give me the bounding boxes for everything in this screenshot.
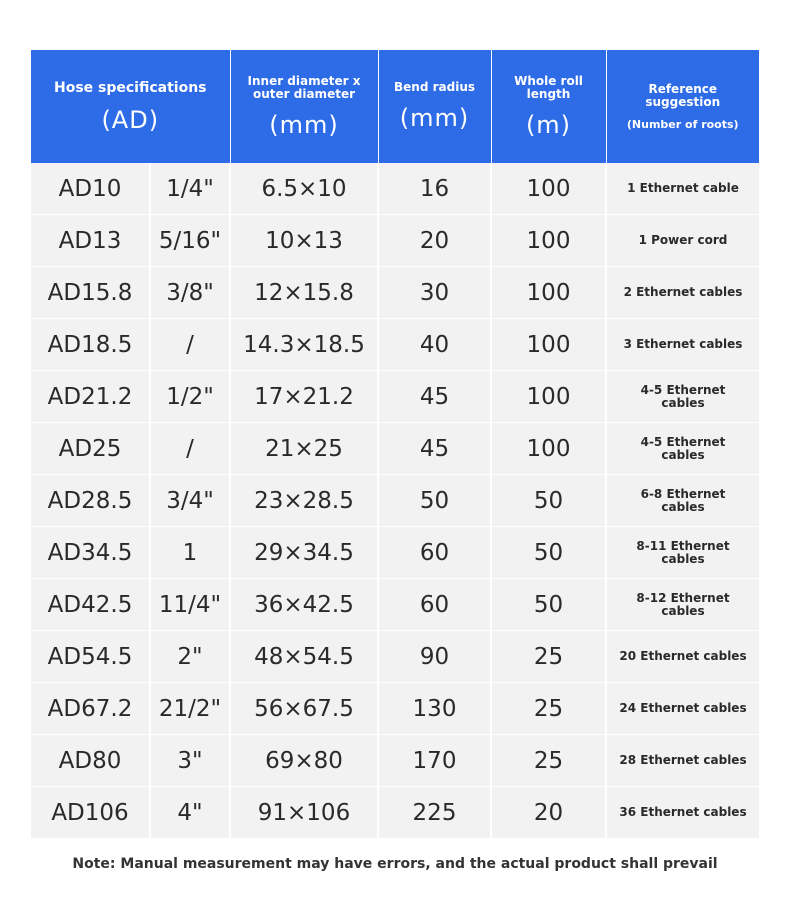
cell-size: 4" [150, 787, 230, 839]
cell-diameter: 17×21.2 [230, 371, 378, 423]
cell-roll-length: 100 [491, 163, 606, 215]
cell-bend-radius: 45 [378, 371, 491, 423]
cell-model: AD42.5 [31, 579, 150, 631]
footer-note: Note: Manual measurement may have errors, and the actual product shall prevail [72, 856, 718, 872]
cell-bend-radius: 50 [378, 475, 491, 527]
cell-size: 5/16" [150, 215, 230, 267]
table-row [31, 163, 759, 215]
table-row [31, 215, 759, 267]
cell-model: AD21.2 [31, 371, 150, 423]
cell-diameter: 29×34.5 [230, 527, 378, 579]
header-reference-sub: (Number of roots) [626, 117, 739, 131]
cell-bend-radius: 130 [378, 683, 491, 735]
header-length-title: Whole roll length [514, 73, 583, 101]
cell-size: 3" [150, 735, 230, 787]
header-hose-spec-unit: (AD) [101, 105, 160, 134]
cell-size: 1/2" [150, 371, 230, 423]
cell-reference: 1 Ethernet cable [606, 163, 759, 215]
cell-bend-radius: 45 [378, 423, 491, 475]
table-header-row [31, 50, 759, 163]
cell-bend-radius: 60 [378, 579, 491, 631]
cell-diameter: 56×67.5 [230, 683, 378, 735]
table-row [31, 787, 759, 839]
cell-roll-length: 50 [491, 527, 606, 579]
cell-diameter: 21×25 [230, 423, 378, 475]
cell-reference: 4-5 Ethernet cables [606, 371, 759, 423]
cell-model: AD13 [31, 215, 150, 267]
cell-size: 1/4" [150, 163, 230, 215]
cell-diameter: 10×13 [230, 215, 378, 267]
cell-size: 2" [150, 631, 230, 683]
cell-bend-radius: 60 [378, 527, 491, 579]
cell-bend-radius: 40 [378, 319, 491, 371]
header-hose-spec-title: Hose specifications [53, 79, 207, 96]
cell-size: 21/2" [150, 683, 230, 735]
cell-model: AD106 [31, 787, 150, 839]
table-row [31, 579, 759, 631]
cell-diameter: 69×80 [230, 735, 378, 787]
cell-size: 3/4" [150, 475, 230, 527]
table-row [31, 423, 759, 475]
cell-model: AD18.5 [31, 319, 150, 371]
cell-model: AD15.8 [31, 267, 150, 319]
cell-reference: 2 Ethernet cables [606, 267, 759, 319]
cell-diameter: 14.3×18.5 [230, 319, 378, 371]
cell-roll-length: 20 [491, 787, 606, 839]
cell-bend-radius: 225 [378, 787, 491, 839]
table-row [31, 371, 759, 423]
cell-bend-radius: 30 [378, 267, 491, 319]
header-bend-title: Bend radius [394, 80, 475, 94]
cell-reference: 20 Ethernet cables [606, 631, 759, 683]
table-row [31, 267, 759, 319]
cell-bend-radius: 90 [378, 631, 491, 683]
cell-bend-radius: 170 [378, 735, 491, 787]
header-diameter-title: Inner diameter x outer diameter [247, 73, 361, 101]
cell-model: AD25 [31, 423, 150, 475]
header-length-unit: (m) [525, 110, 572, 139]
header-diameter-unit: (mm) [269, 110, 339, 139]
cell-reference: 4-5 Ethernet cables [606, 423, 759, 475]
cell-model: AD10 [31, 163, 150, 215]
header-reference [606, 50, 759, 163]
cell-roll-length: 100 [491, 423, 606, 475]
cell-reference: 1 Power cord [606, 215, 759, 267]
cell-size: 3/8" [150, 267, 230, 319]
cell-model: AD80 [31, 735, 150, 787]
cell-roll-length: 50 [491, 579, 606, 631]
header-hose-spec [31, 50, 230, 163]
cell-roll-length: 25 [491, 735, 606, 787]
cell-diameter: 6.5×10 [230, 163, 378, 215]
cell-reference: 24 Ethernet cables [606, 683, 759, 735]
header-diameter [230, 50, 378, 163]
header-bend-radius [378, 50, 491, 163]
cell-roll-length: 100 [491, 267, 606, 319]
table-row [31, 527, 759, 579]
cell-roll-length: 100 [491, 319, 606, 371]
cell-reference: 36 Ethernet cables [606, 787, 759, 839]
header-reference-title: Reference suggestion [645, 81, 721, 109]
hose-spec-table [31, 50, 759, 839]
cell-model: AD54.5 [31, 631, 150, 683]
cell-model: AD28.5 [31, 475, 150, 527]
table-row [31, 631, 759, 683]
cell-roll-length: 25 [491, 683, 606, 735]
cell-bend-radius: 16 [378, 163, 491, 215]
cell-size: 11/4" [150, 579, 230, 631]
table-row [31, 735, 759, 787]
cell-reference: 28 Ethernet cables [606, 735, 759, 787]
cell-roll-length: 100 [491, 371, 606, 423]
cell-model: AD67.2 [31, 683, 150, 735]
header-roll-length [491, 50, 606, 163]
cell-diameter: 23×28.5 [230, 475, 378, 527]
cell-reference: 3 Ethernet cables [606, 319, 759, 371]
cell-reference: 8-12 Ethernet cables [606, 579, 759, 631]
cell-size: 1 [150, 527, 230, 579]
header-bend-unit: (mm) [399, 104, 470, 132]
cell-diameter: 12×15.8 [230, 267, 378, 319]
cell-size: / [150, 319, 230, 371]
cell-size: / [150, 423, 230, 475]
cell-reference: 6-8 Ethernet cables [606, 475, 759, 527]
table-body [31, 163, 759, 839]
cell-diameter: 36×42.5 [230, 579, 378, 631]
table-row [31, 319, 759, 371]
cell-roll-length: 25 [491, 631, 606, 683]
cell-roll-length: 50 [491, 475, 606, 527]
cell-roll-length: 100 [491, 215, 606, 267]
cell-diameter: 48×54.5 [230, 631, 378, 683]
cell-bend-radius: 20 [378, 215, 491, 267]
cell-reference: 8-11 Ethernet cables [606, 527, 759, 579]
table-row [31, 683, 759, 735]
cell-model: AD34.5 [31, 527, 150, 579]
table-row [31, 475, 759, 527]
cell-diameter: 91×106 [230, 787, 378, 839]
